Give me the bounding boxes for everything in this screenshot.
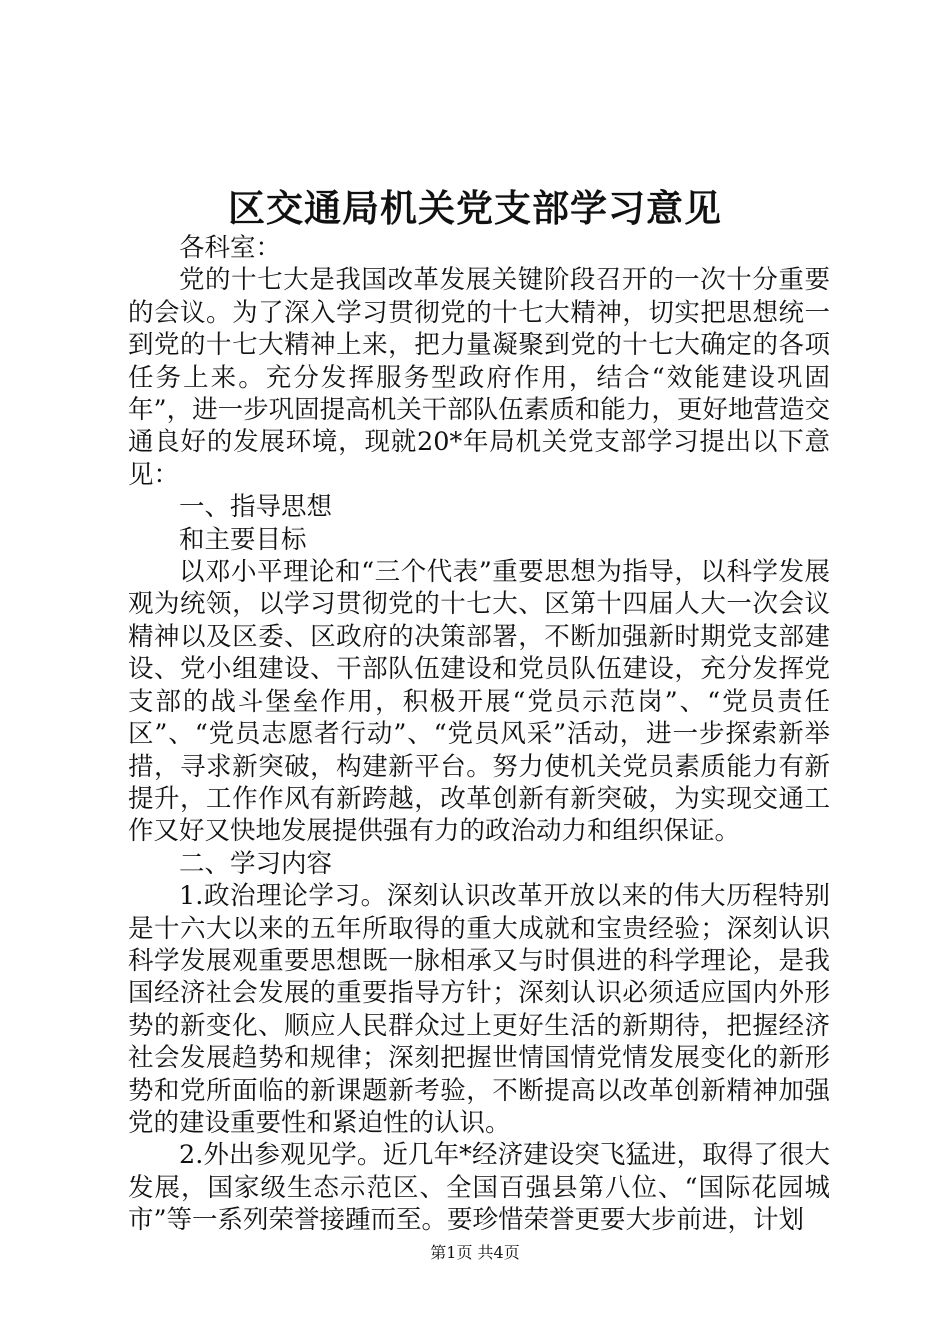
salutation: 各科室： [179,233,282,263]
document-body [128,232,830,1237]
section-heading-2: 二、学习内容 [179,848,333,879]
document-title: 区交通局机关党支部学习意见 [228,186,722,230]
intro-paragraph: 党的十七大是我国改革发展关键阶段召开的一次十分重要的会议。为了深入学习贯彻党的十七大精神，切实把思想统一到党的十七大精神上来，把力量凝聚到党的十七大确定的各项任务上来。充分发挥服务型政府作用，结合“效能建设巩固年”，进一步巩固提高机关干部队伍素质和能力，更好地营造交通良好的发展环境，现就20*年局机关党支部学习提出以下意见： [128,265,830,490]
section-heading-1: 一、指导思想 [179,492,333,523]
page-footer: 第1页 共4页 [430,1243,520,1262]
section-heading-1-continued: 和主要目标 [179,524,307,555]
political-theory-paragraph: 1.政治理论学习。深刻认识改革开放以来的伟大历程特别是十六大以来的五年所取得的重大成就和宝贵经验；深刻认识科学发展观重要思想既一脉相承又与时俱进的科学理论，是我国经济社会发展的重要指导方针；深刻认识必须适应国内外形势的新变化、顺应人民群众过上更好生活的新期待，把握经济社会发展趋势和规律；深刻把握世情国情党情发展变化的新形势和党所面临的新课题新考验，不断提高以改革创新精神加强党的建设重要性和紧迫性的认识。 [128,881,830,1138]
field-visit-paragraph: 2.外出参观见学。近几年*经济建设突飞猛进，取得了很大发展，国家级生态示范区、全国百强县第八位、“国际花园城市”等一系列荣誉接踵而至。要珍惜荣誉更要大步前进，计划 [128,1140,830,1236]
guiding-ideology-paragraph: 以邓小平理论和“三个代表”重要思想为指导，以科学发展观为统领，以学习贯彻党的十七大、区第十四届人大一次会议精神以及区委、区政府的决策部署，不断加强新时期党支部建设、党小组建设、干部队伍建设和党员队伍建设，充分发挥党支部的战斗堡垒作用，积极开展“党员示范岗”、“党员责任区”、“党员志愿者行动”、“党员风采”活动，进一步探索新举措，寻求新突破，构建新平台。努力使机关党员素质能力有新提升，工作作风有新跨越，改革创新有新突破，为实现交通工作又好又快地发展提供强有力的政治动力和组织保证。 [128,557,830,847]
